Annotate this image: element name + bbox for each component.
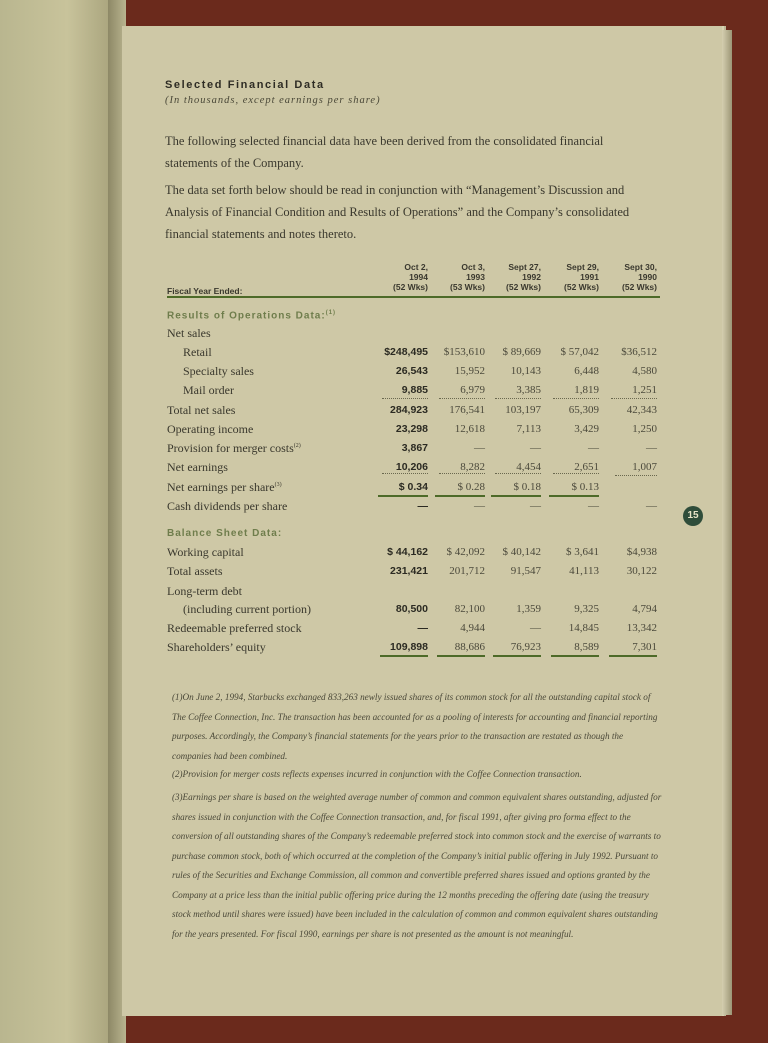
- page-title: Selected Financial Data: [165, 79, 325, 91]
- cell-value: 41,113: [569, 565, 599, 577]
- column-header-weeks: (52 Wks): [393, 282, 428, 292]
- cell-value: 2,651: [574, 461, 599, 473]
- cell-value: $ 0.34: [398, 481, 428, 493]
- cell-value: 4,944: [460, 622, 485, 634]
- row-label: Total net sales: [167, 403, 236, 417]
- total-underline: [609, 655, 657, 657]
- cell-value: —: [588, 442, 599, 454]
- cell-value: $4,938: [626, 546, 657, 558]
- balance-section-header: Balance Sheet Data:: [167, 528, 283, 539]
- cell-value: $ 57,042: [560, 346, 599, 358]
- row-label: Redeemable preferred stock: [167, 621, 302, 635]
- cell-value: $248,495: [384, 346, 428, 358]
- row-label: Specialty sales: [183, 364, 254, 378]
- cell-value: 42,343: [626, 404, 657, 416]
- column-header-year: 1994: [409, 272, 428, 282]
- cell-value: —: [474, 442, 485, 454]
- footnote-text: Provision for merger costs reflects expenses incurred in conjunction with the Coffee Connection transaction.: [182, 769, 582, 779]
- cell-value: $ 0.13: [571, 481, 599, 493]
- header-rule: [167, 296, 660, 298]
- row-label: Total assets: [167, 564, 223, 578]
- column-header-year: 1990: [638, 272, 657, 282]
- row-label: Working capital: [167, 545, 244, 559]
- cell-value: 4,454: [516, 461, 541, 473]
- total-underline: [549, 495, 599, 497]
- total-underline: [491, 495, 541, 497]
- subtotal-dots: [382, 473, 428, 474]
- total-underline: [380, 655, 428, 657]
- cell-value: $ 3,641: [566, 546, 599, 558]
- footnote-text: Earnings per share is based on the weighted average number of common and common equivalent shares outstanding, adjusted for shares issued in conjunction with the Coffee Connection transaction, and, for fiscal 1991, after giving pro forma effect to the conversion of all outstanding shares of the Company’s redeemable preferred stock into common stock and the exercise of warrants to purchase common stock, both of which occurred at the completion of the Company’s initial public offering in July 1992. Pursuant to rules of the Securities and Exchange Commission, all common and convertible preferred shares issued and options granted by the Company at a price less than the initial public offering price during the 12 months preceding the offering date (using the treasury stock method until shares were issued) have been included in the calculation of common and common equivalent shares outstanding for the years presented. For fiscal 1990, earnings per share is not presented as the amount is not meaningful.: [172, 792, 662, 939]
- footnote-mark: (2): [172, 769, 183, 779]
- subtotal-dots: [382, 398, 428, 399]
- footnote: [172, 688, 662, 766]
- page-subtitle: (In thousands, except earnings per share): [165, 95, 381, 106]
- column-header-weeks: (52 Wks): [506, 282, 541, 292]
- cell-value: —: [646, 442, 657, 454]
- subtotal-dots: [611, 398, 657, 399]
- column-header-date: Oct 3,: [461, 262, 485, 272]
- total-underline: [378, 495, 428, 497]
- cell-value: 3,429: [574, 423, 599, 435]
- subtotal-dots: [495, 473, 541, 474]
- cell-value: —: [474, 500, 485, 512]
- cell-value: 1,251: [632, 384, 657, 396]
- column-header-date: Oct 2,: [404, 262, 428, 272]
- row-label: Provision for merger costs$^{(2)}$: [167, 441, 301, 455]
- row-label: Net earnings: [167, 460, 228, 474]
- subtotal-dots: [439, 473, 485, 474]
- cell-value: 231,421: [390, 565, 428, 577]
- cell-value: 15,952: [454, 365, 485, 377]
- column-header-weeks: (52 Wks): [564, 282, 599, 292]
- cell-value: $ 89,669: [502, 346, 541, 358]
- footnote-mark: (1): [172, 692, 183, 702]
- footnote-text: On June 2, 1994, Starbucks exchanged 833,263 newly issued shares of its common stock for all the outstanding capital stock of The Coffee Connection, Inc. The transaction has been accounted for as a pooling of interests for accounting and financial reporting purposes. Accordingly, the Company’s financial statements for the years prior to the transaction are restated as though the companies had been combined.: [172, 692, 658, 761]
- cell-value: —: [588, 500, 599, 512]
- page-edge: [722, 30, 732, 1015]
- cell-value: $153,610: [443, 346, 485, 358]
- cell-value: —: [417, 622, 428, 634]
- intro-paragraph-2: The data set forth below should be read in conjunction with “Management’s Discussion and Analysis of Financial Condition and Results of Operations” and the Company’s consolidated financial statements and notes thereto.: [165, 183, 630, 241]
- cell-value: —: [417, 500, 428, 512]
- subtotal-dots: [553, 473, 599, 474]
- cell-value: 4,794: [632, 603, 657, 615]
- cell-value: 103,197: [505, 404, 541, 416]
- column-header-year: 1991: [580, 272, 599, 282]
- cell-value: $ 0.18: [513, 481, 541, 493]
- column-header-date: Sept 27,: [508, 262, 541, 272]
- cell-value: 8,282: [460, 461, 485, 473]
- cell-value: 1,250: [632, 423, 657, 435]
- cell-value: 3,385: [516, 384, 541, 396]
- cell-value: 82,100: [454, 603, 485, 615]
- column-header-weeks: (53 Wks): [450, 282, 485, 292]
- cell-value: 88,686: [454, 641, 485, 653]
- cell-value: 9,325: [574, 603, 599, 615]
- cell-value: —: [530, 622, 541, 634]
- footnote: [172, 765, 662, 785]
- footnote-mark: (3): [172, 792, 183, 802]
- footnote: [172, 788, 662, 944]
- cell-value: —: [646, 500, 657, 512]
- cell-value: 30,122: [626, 565, 657, 577]
- row-label: (including current portion): [183, 602, 311, 616]
- cell-value: 10,143: [510, 365, 541, 377]
- row-label: Retail: [183, 345, 212, 359]
- net-sales-label: Net sales: [167, 326, 211, 340]
- row-label: Shareholders’ equity: [167, 640, 266, 654]
- cell-value: 26,543: [395, 365, 428, 377]
- total-underline: [551, 655, 599, 657]
- row-label: Net earnings per share$^{(3)}$: [167, 480, 282, 494]
- footnote-ref: (3): [274, 482, 282, 488]
- column-header-year: 1992: [522, 272, 541, 282]
- column-header-year: 1993: [466, 272, 485, 282]
- footnote-ref: (1): [325, 310, 337, 316]
- subtotal-dots: [495, 398, 541, 399]
- results-section-header: Results of Operations Data:$^{(1)}$: [167, 310, 337, 322]
- cell-value: $ 44,162: [387, 546, 428, 558]
- cell-value: 10,206: [395, 461, 428, 473]
- cell-value: 65,309: [568, 404, 599, 416]
- cell-value: $ 0.28: [457, 481, 485, 493]
- total-underline: [435, 495, 485, 497]
- total-underline: [437, 655, 485, 657]
- cell-value: —: [530, 442, 541, 454]
- cell-value: 7,113: [516, 423, 541, 435]
- cell-value: 12,618: [454, 423, 485, 435]
- column-header-date: Sept 29,: [566, 262, 599, 272]
- cell-value: 176,541: [449, 404, 485, 416]
- column-header-date: Sept 30,: [624, 262, 657, 272]
- row-label: Long-term debt: [167, 584, 242, 598]
- total-underline: [493, 655, 541, 657]
- row-label: Cash dividends per share: [167, 499, 288, 513]
- cell-value: 76,923: [510, 641, 541, 653]
- cell-value: 109,898: [390, 641, 428, 653]
- subtotal-dots: [615, 475, 657, 476]
- cell-value: 7,301: [632, 641, 657, 653]
- cell-value: —: [530, 500, 541, 512]
- cell-value: 13,342: [626, 622, 657, 634]
- cell-value: 9,885: [401, 384, 428, 396]
- cell-value: 1,007: [632, 461, 657, 473]
- cell-value: $ 40,142: [502, 546, 541, 558]
- cell-value: 201,712: [449, 565, 485, 577]
- cell-value: 6,448: [574, 365, 599, 377]
- intro-paragraph-1: The following selected financial data have been derived from the consolidated financial statements of the Company.: [165, 134, 604, 170]
- cell-value: 1,359: [516, 603, 541, 615]
- subtotal-dots: [439, 398, 485, 399]
- cell-value: 23,298: [395, 423, 428, 435]
- row-label: Operating income: [167, 422, 254, 436]
- cell-value: 8,589: [574, 641, 599, 653]
- cell-value: 80,500: [395, 603, 428, 615]
- cell-value: $ 42,092: [446, 546, 485, 558]
- left-page: [0, 0, 112, 1043]
- cell-value: 4,580: [632, 365, 657, 377]
- subtotal-dots: [553, 398, 599, 399]
- footnote-ref: (2): [293, 443, 301, 449]
- cell-value: 3,867: [401, 442, 428, 454]
- cell-value: $36,512: [621, 346, 657, 358]
- column-header: [587, 262, 657, 292]
- cell-value: 284,923: [390, 404, 428, 416]
- row-label: Mail order: [183, 383, 234, 397]
- cell-value: 1,819: [574, 384, 599, 396]
- cell-value: 14,845: [568, 622, 599, 634]
- page-number-badge: 15: [683, 506, 703, 526]
- column-header-weeks: (52 Wks): [622, 282, 657, 292]
- fiscal-year-label: Fiscal Year Ended:: [167, 286, 243, 296]
- cell-value: 6,979: [460, 384, 485, 396]
- cell-value: 91,547: [510, 565, 541, 577]
